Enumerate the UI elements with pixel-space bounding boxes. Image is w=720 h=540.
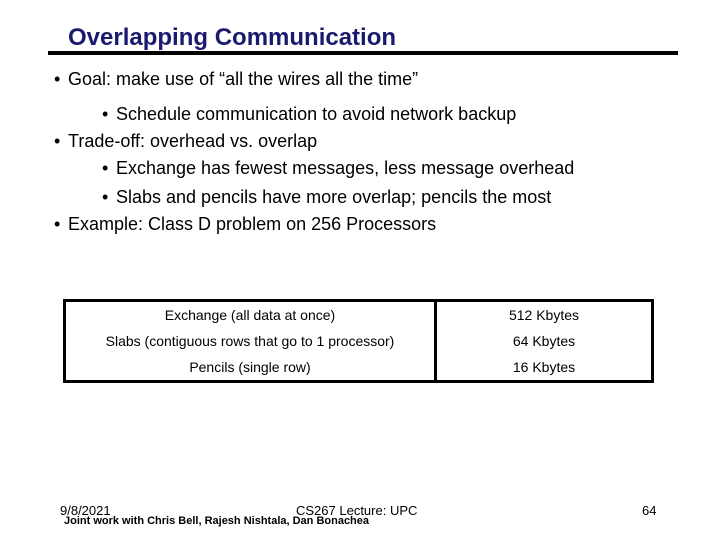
bullet-dot-icon: • bbox=[54, 131, 61, 151]
bullet-text: Schedule communication to avoid network backup bbox=[116, 104, 517, 124]
table-row bbox=[65, 301, 653, 329]
table-cell-method: Pencils (single row) bbox=[189, 359, 311, 375]
sub-bullet-item bbox=[102, 103, 516, 125]
bullet-text: Example: Class D problem on 256 Processors bbox=[68, 214, 437, 234]
bullet-item bbox=[54, 130, 317, 152]
footer-credit: Joint work with Chris Bell, Rajesh Nishtala, Dan Bonachea bbox=[64, 515, 370, 527]
bullet-dot-icon: • bbox=[54, 69, 61, 89]
bullet-dot-icon: • bbox=[54, 214, 61, 234]
sub-bullet-item bbox=[102, 157, 574, 179]
table-cell-size: 64 Kbytes bbox=[436, 328, 653, 354]
table-row bbox=[65, 328, 653, 354]
bullet-item bbox=[54, 213, 436, 235]
bullet-text: Goal: make use of “all the wires all the time” bbox=[68, 69, 419, 89]
bullet-text: Trade-off: overhead vs. overlap bbox=[68, 131, 318, 151]
page-number: 64 bbox=[642, 503, 657, 518]
table-row bbox=[65, 354, 653, 382]
title-underline bbox=[48, 51, 678, 55]
bullet-text: Exchange has fewest messages, less message overhead bbox=[116, 158, 575, 178]
bullet-text: Slabs and pencils have more overlap; pencils the most bbox=[116, 187, 552, 207]
footer-date: 9/8/2021 bbox=[60, 503, 111, 518]
bullet-dot-icon: • bbox=[102, 158, 109, 178]
sub-bullet-item bbox=[102, 186, 551, 208]
message-size-table bbox=[63, 299, 654, 383]
footer-lecture: CS267 Lecture: UPC bbox=[296, 503, 418, 518]
table-cell-method: Slabs (contiguous rows that go to 1 processor) bbox=[105, 333, 395, 349]
bullet-dot-icon: • bbox=[102, 187, 109, 207]
bullet-dot-icon: • bbox=[102, 104, 109, 124]
table-cell-size: 512 Kbytes bbox=[436, 301, 653, 329]
bullet-item bbox=[54, 68, 418, 90]
table-cell-method: Exchange (all data at once) bbox=[164, 307, 336, 323]
slide-title: Overlapping Communication bbox=[68, 24, 397, 51]
table-cell-size: 16 Kbytes bbox=[436, 354, 653, 382]
